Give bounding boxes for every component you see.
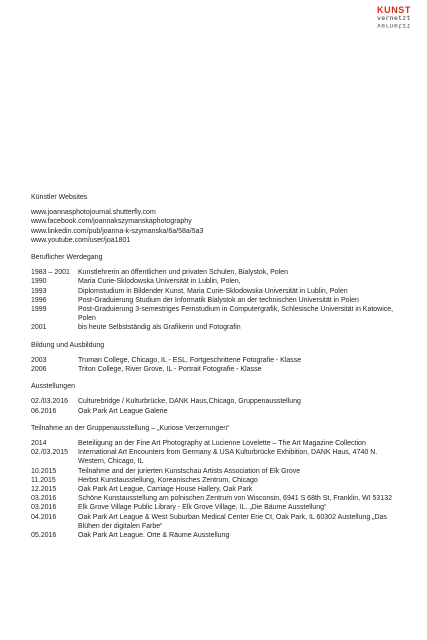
entry-date: 2006 [31,366,47,374]
education-entry [31,356,401,365]
group-entry [31,531,401,540]
entry-date: 1996 [31,296,47,304]
entry-date: 2001 [31,324,47,332]
entry-text: Culturebridge / Kulturbrücke, DANK Haus,Chicago, Gruppenausstellung [78,398,301,406]
career-entry [31,277,401,286]
website-link[interactable]: www.youtube.com/user/joa1801 [31,236,131,244]
group-entry [31,439,401,448]
entry-text: Teilnahme and der jurierten Kunstschau Artists Association of Elk Grove [78,467,301,475]
entry-date: 05.2016 [31,532,57,540]
entry-text: Kunstlehrerin an öffentlichen und privaten Schulen, Bialystok, Polen [78,269,289,277]
entry-date: 02./03.2015 [31,449,68,457]
group-entry [31,448,401,466]
website-link[interactable]: www.joannasphotojournal.shutterfly.com [31,209,156,217]
exhibition-entry [31,407,401,416]
entry-text: Schöne Kunstausstellung am polnischen Zentrum von Wisconsin, 6941 S 68th St, Franklin, WI 53132 [78,495,393,503]
group-entry [31,476,401,485]
brand-logo [377,6,421,29]
education-entry [31,365,401,374]
group-entry [31,503,401,512]
logo-title: KUNST [377,5,411,15]
career-section [31,253,401,333]
entry-text: Oak Park Art League Galerie [78,407,168,415]
entry-date: 02./03.2016 [31,398,68,406]
entry-date: 03.2016 [31,495,57,503]
career-entry [31,268,401,277]
entry-text: Elk Grove Village Public Library - Elk Grove Village, IL. „Die Bäume Ausstellung“ [78,504,327,512]
entry-date: 1990 [31,278,47,286]
entry-date: 1983 – 2001 [31,269,70,277]
exhibition-entry [31,397,401,406]
exhibitions-heading: Ausstellungen [31,383,75,391]
entry-date: 10.2015 [31,467,57,475]
logo-subtitle-mirrored: vernetzt [377,22,411,30]
websites-section [31,193,401,245]
education-heading: Bildung und Ausbildung [31,341,105,349]
entry-text: Post-Graduierung Studium der Informatik Bialystok an der technischen Universität in Polen [78,296,359,304]
education-section [31,341,401,375]
group-entry [31,467,401,476]
entry-date: 04.2016 [31,513,57,521]
websites-heading: Künstler Websites [31,194,88,201]
entry-date: 1993 [31,287,47,295]
entry-text: Oak Park Art League. Orte & Räume Ausstellung [78,532,230,540]
entry-text: Truman College, Chicago, IL - ESL, Fortgeschrittene Fotografie - Klasse [78,356,302,364]
entry-date: 03.2016 [31,504,57,512]
group-entry [31,485,401,494]
career-entry [31,305,401,323]
entry-text: Triton College, River Grove, IL - Portrait Fotografie - Klasse [78,366,262,374]
entry-text: Beteiligung an der Fine Art Photography at Lucienne Lovelette – The Art Magazine Collection [78,440,366,448]
entry-text: Herbst Kunstausstellung, Koreanisches Zentrum, Chicago [78,476,258,484]
career-entry [31,287,401,296]
entry-text: Post-Graduierung 3-semestriges Fernstudium in Computergrafik, Schlesische Universität in Katowice, Polen [78,306,394,323]
website-link[interactable]: www.linkedin.com/pub/joanna-k-szymanska/6a/58a/5a3 [31,227,204,235]
entry-text: Maria Curie-Sklodowska Universität in Lublin, Polen, [78,278,241,286]
exhibitions-section [31,382,401,416]
career-entry [31,296,401,305]
group-exhibitions-section [31,424,401,540]
group-exhibitions-heading: Teilnahme an der Gruppenausstellung – „Kuriose Verzerrungen“ [31,424,230,432]
group-entry [31,494,401,503]
entry-text: Oak Park Art League & West Suburban Medical Center Erie Ct, Oak Park, IL 60302 Austellung „Das Blühen der digitalen Farbe“ [78,513,387,530]
entry-date: 11.2015 [31,476,56,484]
entry-date: 06.2016 [31,407,57,415]
entry-text: Diplomstudium in Bildender Kunst, Maria Curie-Sklodowska Universität in Lublin, Polen [78,287,348,295]
entry-text: International Art Encounters from Germany & USA Kulturbrücke Exhibition, DANK Haus, 4740 N. Western, Chicago, IL [78,449,378,466]
entry-date: 2003 [31,356,47,364]
website-link[interactable]: www.facebook.com/joannakszymanskaphotography [31,218,192,226]
entry-date: 1999 [31,306,47,314]
career-entry [31,323,401,332]
group-entry [31,513,401,531]
logo-subtitle: vernetzt [377,14,411,22]
career-heading: Beruflicher Werdegang [31,254,103,262]
entry-date: 2014 [31,440,47,448]
document-body [31,193,401,540]
entry-text: bis heute Selbstständig als Grafikerin und Fotografin [78,324,241,332]
entry-text: Oak Park Art League, Carriage House Hallery, Oak Park [78,486,253,494]
entry-date: 12.2015 [31,486,57,494]
